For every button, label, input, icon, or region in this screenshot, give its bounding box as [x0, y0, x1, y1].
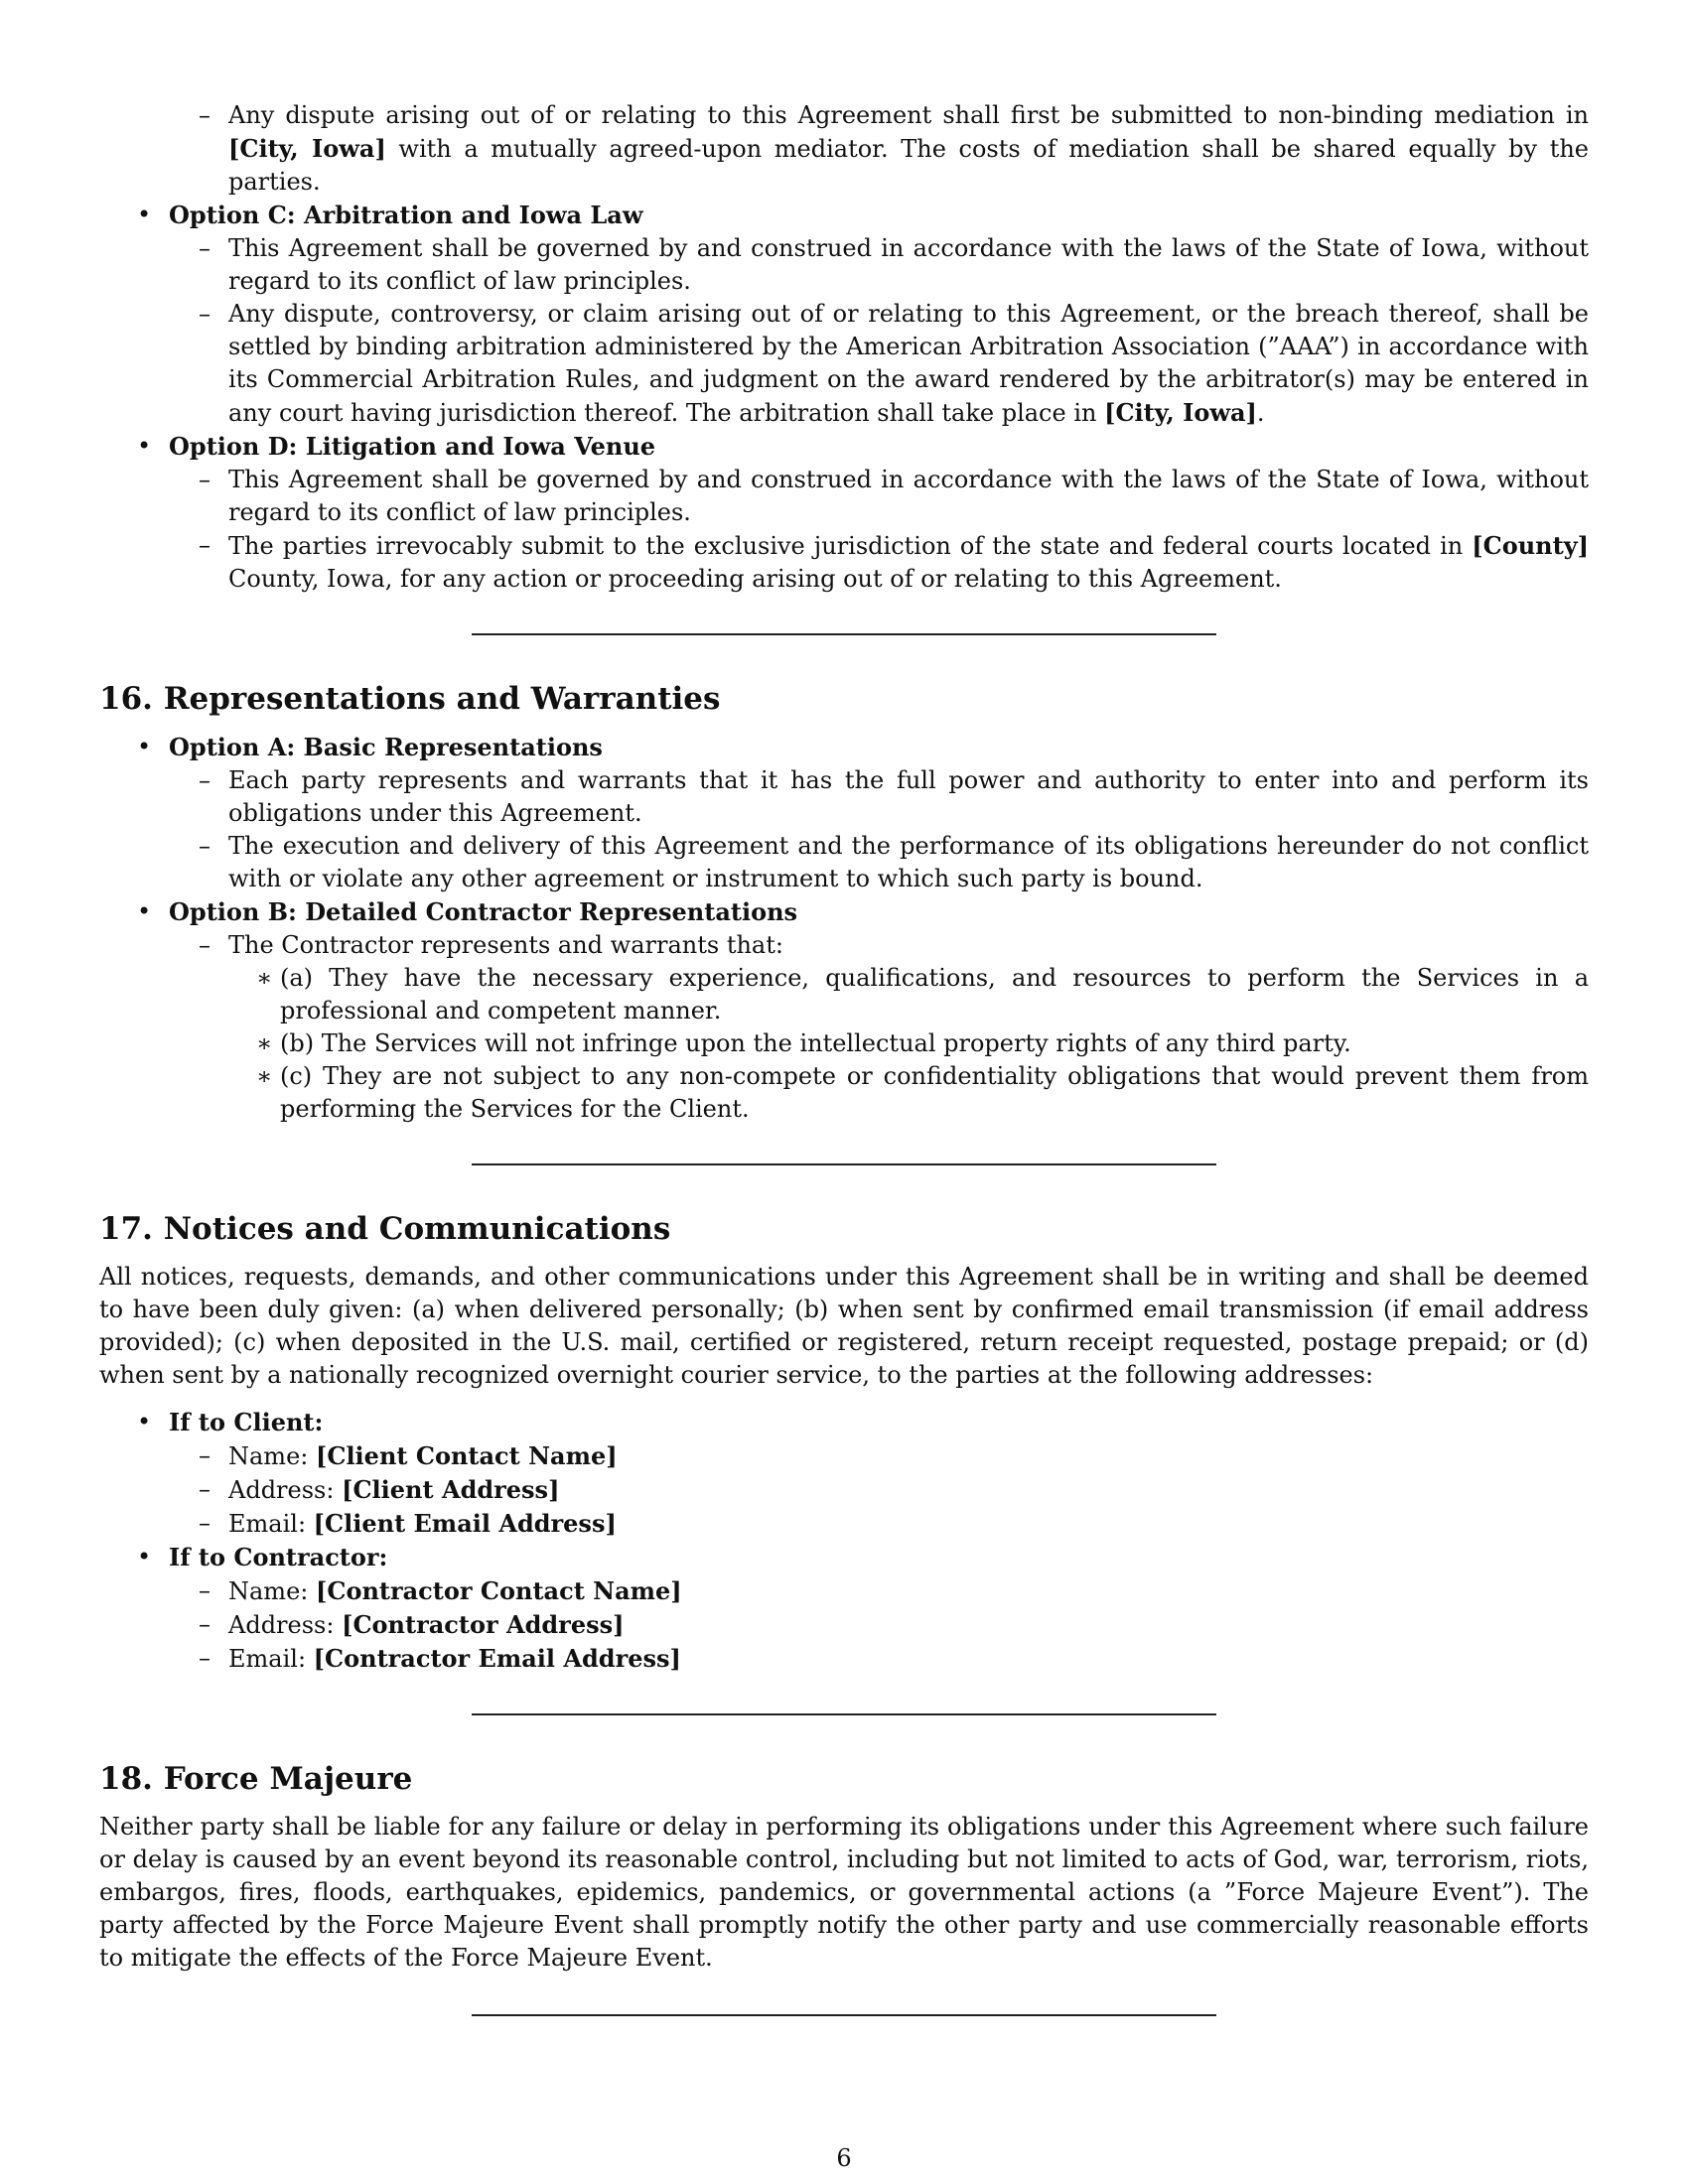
client-address-line [169, 1473, 1589, 1507]
arbitration-text: Any dispute, controversy, or claim arising out of or relating to this Agreement, or the breach thereof, shall be settled by binding arbitration administered by the American Arbitration Association (”AAA”) in accordance with its Commercial Arbitration Rules, and judgment on the award rendered by the arbitrator(s) may be entered in any court having jurisdiction thereof. The arbitration shall take place in [228, 300, 1589, 427]
client-address-label: Address: [228, 1476, 343, 1504]
client-email-placeholder: [Client Email Address] [313, 1509, 617, 1538]
section-17-heading: 17. Notices and Communications [99, 1211, 671, 1247]
section-16-options [99, 731, 1589, 1126]
client-email-line [169, 1507, 1589, 1541]
option-b-title: Option B: Detailed Contractor Representations [169, 897, 798, 926]
client-name-placeholder: [Client Contact Name] [315, 1441, 618, 1470]
option-b-subitem-c: ∗ (c) They are not subject to any non-compete or confidentiality obligations that would prevent them from performing the Services for the Client. [228, 1060, 1589, 1126]
mediation-city-placeholder: [City, Iowa] [228, 134, 386, 163]
client-address-block [99, 1406, 1589, 1541]
option-b-items [169, 929, 1589, 1126]
page-number: 6 [836, 2144, 852, 2172]
option-d [99, 430, 1589, 596]
contractor-email-placeholder: [Contractor Email Address] [313, 1644, 681, 1673]
section-16-heading: 16. Representations and Warranties [99, 681, 721, 717]
contractor-title: If to Contractor: [169, 1543, 388, 1571]
contractor-email-line [169, 1642, 1589, 1676]
option-b-subitem-b: ∗ (b) The Services will not infringe upon the intellectual property rights of any third party. [228, 1027, 1589, 1060]
section-divider [472, 2014, 1216, 2016]
option-a-items [169, 764, 1589, 895]
client-name-label: Name: [228, 1442, 316, 1470]
contractor-address-line [169, 1608, 1589, 1642]
option-c-items [169, 232, 1589, 430]
option-b-detailed [99, 895, 1589, 1126]
option-b-continuation [99, 99, 1589, 199]
contractor-name-line [169, 1574, 1589, 1608]
option-c-item-2 [169, 298, 1589, 430]
contractor-name-placeholder: [Contractor Contact Name] [315, 1576, 682, 1605]
option-b-lead-text: The Contractor represents and warrants that: [228, 931, 783, 959]
venue-text: The parties irrevocably submit to the exclusive jurisdiction of the state and federal courts located in [228, 532, 1473, 560]
option-d-item-1: – This Agreement shall be governed by and construed in accordance with the laws of the State of Iowa, without regard to its conflict of law principles. [169, 464, 1589, 529]
option-c-title: Option C: Arbitration and Iowa Law [169, 201, 643, 229]
option-d-item-2 [169, 529, 1589, 596]
option-a-item-1: – Each party represents and warrants that it has the full power and authority to enter into and perform its obligations under this Agreement. [169, 764, 1589, 830]
option-d-items [169, 464, 1589, 596]
option-b-subitem-a: ∗ (a) They have the necessary experience, qualifications, and resources to perform the Services in a professional and competent manner. [228, 962, 1589, 1027]
venue-text-end: County, Iowa, for any action or proceeding arising out of or relating to this Agreement. [228, 565, 1282, 593]
option-c [99, 199, 1589, 430]
section-18-heading: 18. Force Majeure [99, 1761, 413, 1797]
mediation-text: Any dispute arising out of or relating to this Agreement shall first be submitted to non-binding mediation in [228, 101, 1589, 129]
contractor-address-label: Address: [228, 1611, 343, 1639]
contractor-address-placeholder: [Contractor Address] [342, 1610, 625, 1639]
notice-addresses [99, 1406, 1589, 1676]
section-18-paragraph: Neither party shall be liable for any failure or delay in performing its obligations under this Agreement where such failure or delay is caused by an event beyond its reasonable control, including but not limited to acts of God, war, terrorism, riots, embargos, fires, floods, earthquakes, epidemics, pandemics, or governmental actions (a ”Force Majeure Event”). The party affected by the Force Majeure Event shall promptly notify the other party and use commercially reasonable efforts to mitigate the effects of the Force Majeure Event. [99, 1813, 1589, 1972]
section-17-paragraph: All notices, requests, demands, and other communications under this Agreement shall be in writing and shall be deemed to have been duly given: (a) when delivered personally; (b) when sent by confirmed email transmission (if email address provided); (c) when deposited in the U.S. mail, certified or registered, return receipt requested, postage prepaid; or (d) when sent by a nationally recognized overnight courier service, to the parties at the following addresses: [99, 1263, 1589, 1389]
option-b-continuation-items [169, 99, 1589, 199]
client-email-label: Email: [228, 1510, 314, 1538]
client-fields [169, 1439, 1589, 1541]
contractor-address-block [99, 1541, 1589, 1676]
option-c-item-1: – This Agreement shall be governed by and construed in accordance with the laws of the State of Iowa, without regard to its conflict of law principles. [169, 232, 1589, 298]
arbitration-city-placeholder: [City, Iowa] [1104, 398, 1257, 427]
option-a-basic [99, 731, 1589, 895]
contractor-email-label: Email: [228, 1645, 314, 1673]
mediation-item [169, 99, 1589, 199]
option-b-subitems [228, 962, 1589, 1126]
client-address-placeholder: [Client Address] [342, 1475, 560, 1504]
contractor-fields [169, 1574, 1589, 1676]
client-name-line [169, 1439, 1589, 1473]
mediation-text-end: with a mutually agreed-upon mediator. The costs of mediation shall be shared equally by the parties. [228, 135, 1589, 196]
section-divider [472, 633, 1216, 635]
client-title: If to Client: [169, 1408, 324, 1436]
section-divider [472, 1163, 1216, 1165]
option-a-item-2: – The execution and delivery of this Agreement and the performance of its obligations hereunder do not conflict with or violate any other agreement or instrument to which such party is bound. [169, 830, 1589, 895]
section-divider [472, 1713, 1216, 1715]
arbitration-text-end: . [1256, 399, 1265, 427]
option-d-title: Option D: Litigation and Iowa Venue [169, 432, 656, 461]
dispute-options-list [99, 99, 1589, 596]
document-body [99, 99, 1589, 2016]
option-b-lead [169, 929, 1589, 1126]
county-placeholder: [County] [1472, 531, 1589, 560]
option-a-title: Option A: Basic Representations [169, 733, 603, 761]
contractor-name-label: Name: [228, 1577, 316, 1605]
